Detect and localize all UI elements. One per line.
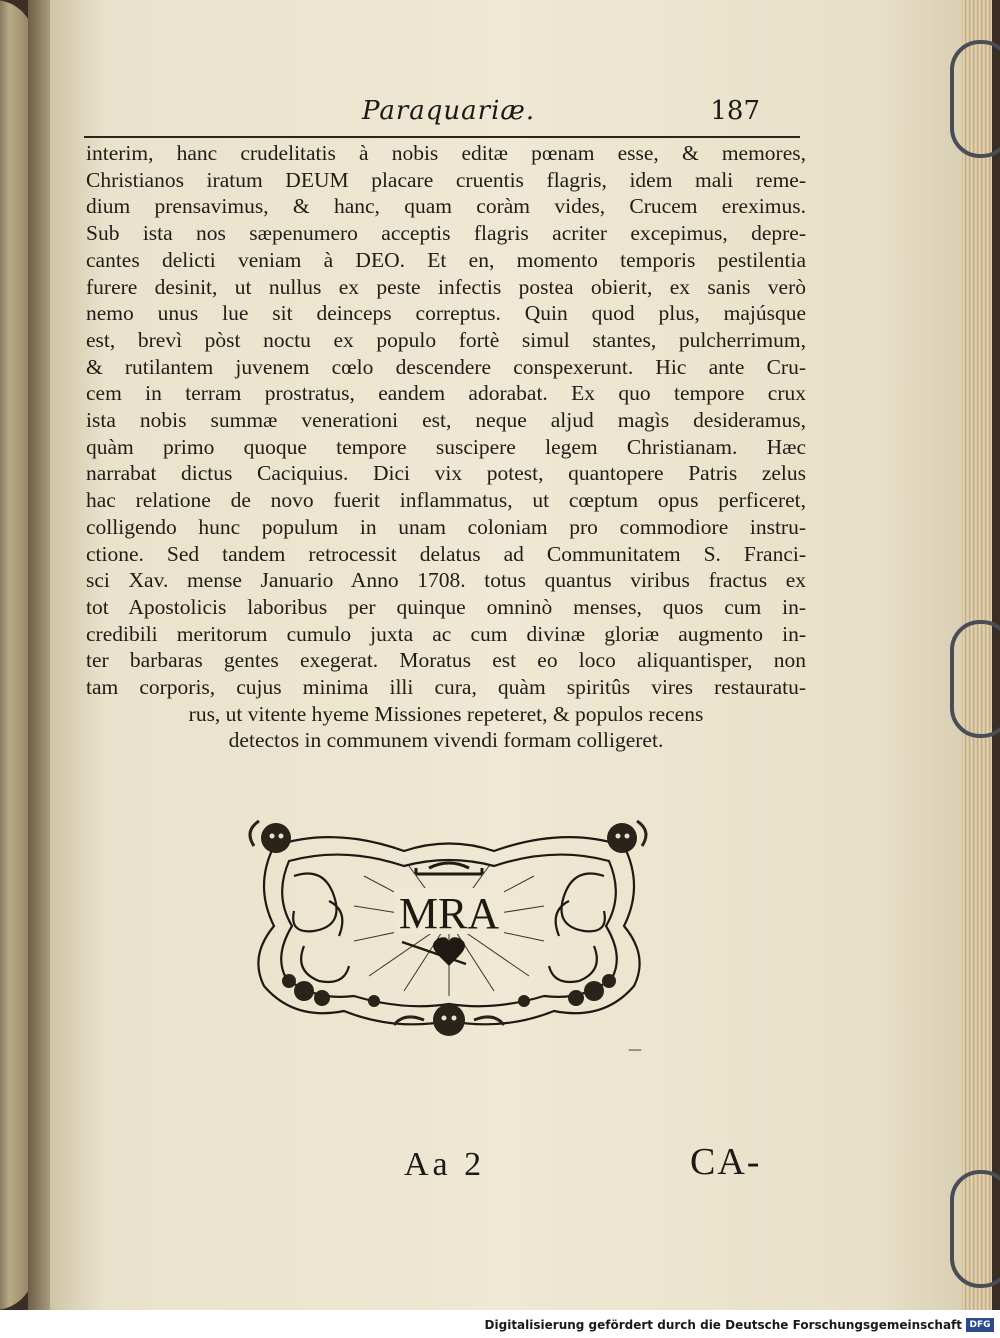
text-line: narrabat dictus Caciquius. Dici vix potest, quantopere Patris zelus bbox=[86, 461, 806, 486]
running-title: Paraquariæ. bbox=[362, 96, 536, 126]
ornament-tail-mark: — bbox=[628, 1042, 642, 1058]
running-head bbox=[84, 96, 800, 138]
ornament-monogram: MRA bbox=[398, 889, 500, 938]
book-clip-icon bbox=[950, 620, 1000, 738]
text-line: est, brevì pòst noctu ex populo fortè simul stantes, pulcherrimum, bbox=[86, 327, 806, 352]
dfg-credit-text: Digitalisierung gefördert durch die Deutsche Forschungsgemeinschaft bbox=[484, 1318, 962, 1332]
book-clip-icon bbox=[950, 40, 1000, 158]
text-line: ctione. Sed tandem retrocessit delatus ad Communitatem S. Franci- bbox=[86, 541, 806, 566]
text-line: ter barbaras gentes exegerat. Moratus est eo loco aliquantisper, non bbox=[86, 648, 806, 673]
text-line: dium prensavimus, & hanc, quam coràm vides, Crucem ereximus. bbox=[86, 194, 806, 219]
text-line: furere desinit, ut nullus ex peste infectis postea obierit, ex sanis verò bbox=[86, 274, 806, 299]
text-line: interim, hanc crudelitatis à nobis editæ pœnam esse, & memores, bbox=[86, 141, 806, 165]
text-line: sci Xav. mense Januario Anno 1708. totus quantus viribus fractus ex bbox=[86, 568, 806, 593]
mra-ornament-vignette bbox=[234, 806, 664, 1042]
digitization-footer bbox=[0, 1310, 1000, 1338]
text-line: nemo unus lue sit deinceps correptus. Quin quod plus, majúsque bbox=[86, 301, 806, 326]
text-line: hac relatione de novo fuerit inflammatus, ut cœptum opus perficeret, bbox=[86, 488, 806, 513]
text-line: ista nobis summæ venerationi est, neque aljud magìs desideramus, bbox=[86, 408, 806, 433]
book-clip-icon bbox=[950, 1170, 1000, 1288]
text-line: Christianos iratum DEUM placare cruentis flagris, idem mali reme- bbox=[86, 167, 806, 192]
closing-line: rus, ut vitente hyeme Missiones repeteret, & populos recens bbox=[188, 701, 704, 726]
text-line: Sub ista nos sæpenumero acceptis flagris acriter excepimus, depre- bbox=[86, 221, 806, 246]
page-number: 187 bbox=[710, 96, 760, 126]
text-line: tam corporis, cujus minima illi cura, quàm spiritûs vires restauratu- bbox=[86, 675, 806, 700]
text-line: tot Apostolicis laboribus per quinque omninò menses, quos cum in- bbox=[86, 594, 806, 619]
closing-line: detectos in communem vivendi formam colligeret. bbox=[228, 728, 664, 753]
catchword: CA- bbox=[690, 1141, 762, 1183]
text-line: cantes delicti veniam à DEO. Et en, momento temporis pestilentia bbox=[86, 247, 806, 272]
text-line: colligendo hunc populum in unam coloniam pro commodiore instru- bbox=[86, 514, 806, 539]
text-line: cem in terram prostratus, eandem adorabat. Ex quo tempore crux bbox=[86, 381, 806, 406]
text-line: credibili meritorum cumulo juxta ac cum divinæ gloriæ augmento in- bbox=[86, 621, 806, 646]
dfg-logo: DFG bbox=[966, 1318, 994, 1332]
body-text bbox=[86, 140, 806, 754]
text-line: quàm primo quoque tempore suscipere legem Christianam. Hæc bbox=[86, 434, 806, 459]
signature-mark: Aa 2 bbox=[404, 1146, 486, 1183]
text-line: & rutilantem juvenem cœlo descendere conspexerunt. Hic ante Cru- bbox=[86, 354, 806, 379]
